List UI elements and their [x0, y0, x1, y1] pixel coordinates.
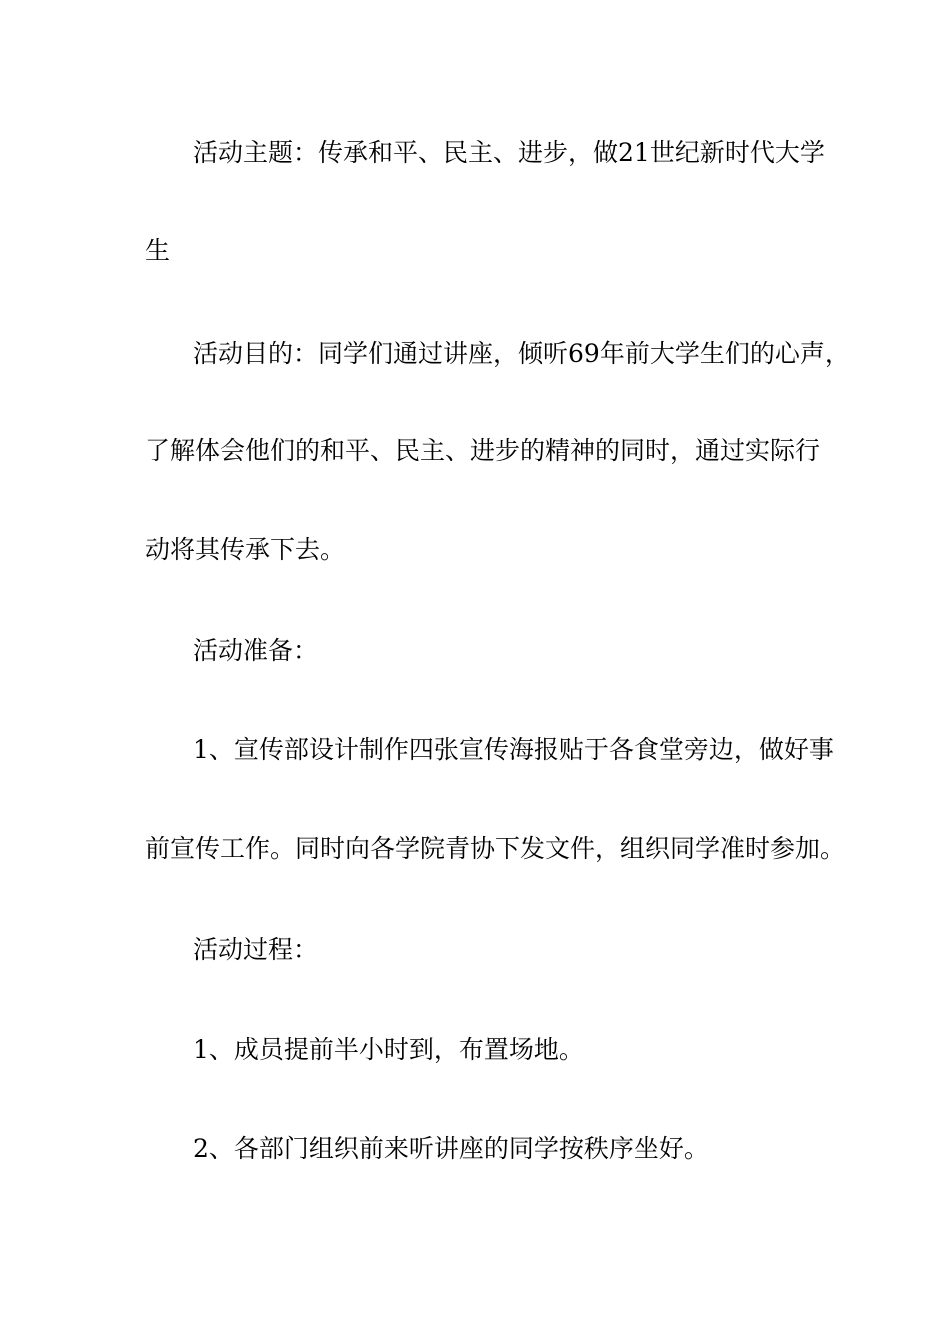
purpose-line-2: 了解体会他们的和平、民主、进步的精神的同时，通过实际行 [145, 436, 821, 465]
theme-line-2: 生 [145, 236, 171, 265]
process-item-1: 1、成员提前半小时到，布置场地。 [193, 1035, 584, 1064]
process-heading: 活动过程： [193, 935, 319, 964]
theme-line-1: 活动主题：传承和平、民主、进步，做21世纪新时代大学 [193, 138, 825, 167]
preparation-heading: 活动准备： [193, 636, 319, 665]
purpose-line-3: 动将其传承下去。 [145, 535, 346, 564]
preparation-item-1-line-1: 1、宣传部设计制作四张宣传海报贴于各食堂旁边，做好事 [193, 735, 834, 764]
purpose-line-1: 活动目的：同学们通过讲座，倾听69年前大学生们的心声， [193, 339, 850, 368]
process-item-2: 2、各部门组织前来听讲座的同学按秩序坐好。 [193, 1134, 709, 1163]
preparation-item-1-line-2: 前宣传工作。同时向各学院青协下发文件，组织同学准时参加。 [145, 834, 846, 863]
